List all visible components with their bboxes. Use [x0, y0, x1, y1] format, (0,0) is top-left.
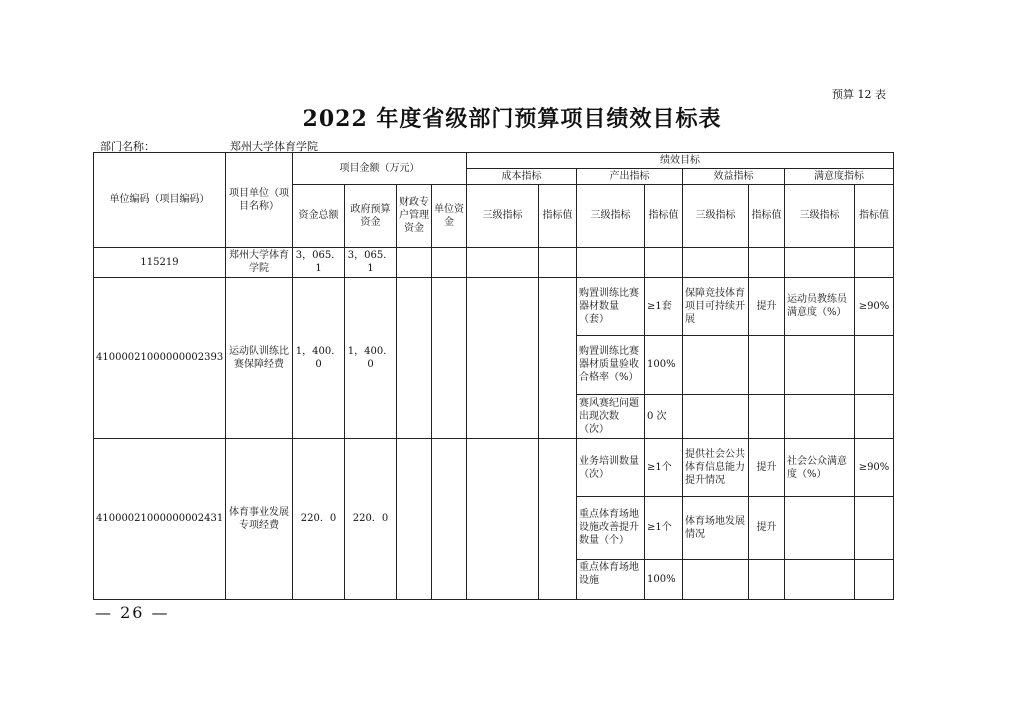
header-project-unit: 项目单位（项目名称） — [226, 153, 293, 248]
benefit-indicator: 体育场地发展情况 — [683, 497, 749, 559]
department-label: 部门名称： — [100, 140, 155, 153]
header-satisfaction-level3: 三级指标 — [785, 185, 855, 247]
project-code: 41000021000000002431 — [94, 438, 226, 599]
header-satisfaction: 满意度指标 — [785, 169, 894, 185]
project-name: 运动队训练比赛保障经费 — [226, 277, 293, 438]
output-indicator: 购置训练比赛器材质量验收合格率（%） — [577, 336, 645, 394]
output-value: ≥1个 — [645, 497, 683, 559]
satisfaction-value: ≥90% — [855, 438, 894, 496]
page-number: — 26 — — [95, 603, 170, 622]
performance-target-table — [93, 152, 894, 600]
benefit-value: 提升 — [749, 438, 785, 496]
department-name: 郑州大学体育学院 — [230, 140, 318, 153]
benefit-indicator: 保障竞技体育项目可持续开展 — [683, 277, 749, 335]
header-benefit-value: 指标值 — [749, 185, 785, 247]
header-unit-funds: 单位资金 — [432, 185, 467, 247]
header-output-level3: 三级指标 — [577, 185, 645, 247]
unit-code: 115219 — [94, 247, 226, 277]
output-value: 100% — [645, 559, 683, 599]
table-row — [94, 438, 894, 496]
header-perf-group: 绩效目标 — [467, 153, 894, 169]
table-number-label: 预算 12 表 — [832, 88, 886, 101]
header-cost-level3: 三级指标 — [467, 185, 539, 247]
header-fiscal-special: 财政专户管理资金 — [397, 185, 432, 247]
project-code: 41000021000000002393 — [94, 277, 226, 438]
header-gov-budget: 政府预算资金 — [345, 185, 397, 247]
header-unit-code: 单位编码（项目编码） — [94, 153, 226, 248]
project-gov: 1，400．0 — [345, 277, 397, 438]
output-indicator: 重点体育场地设施改善提升数量（个） — [577, 497, 645, 559]
table-row — [94, 247, 894, 277]
header-cost: 成本指标 — [467, 169, 577, 185]
header-benefit: 效益指标 — [683, 169, 785, 185]
output-value: 0 次 — [645, 394, 683, 438]
output-value: ≥1个 — [645, 438, 683, 496]
unit-gov: 3，065．1 — [345, 247, 397, 277]
header-total-funds: 资金总额 — [293, 185, 345, 247]
output-indicator: 重点体育场地设施 — [577, 559, 645, 599]
output-value: ≥1套 — [645, 277, 683, 335]
satisfaction-indicator: 社会公众满意度（%） — [785, 438, 855, 496]
output-value: 100% — [645, 336, 683, 394]
project-total: 1，400．0 — [293, 277, 345, 438]
project-gov: 220．0 — [345, 438, 397, 599]
benefit-indicator: 提供社会公共体育信息能力提升情况 — [683, 438, 749, 496]
header-amount-group: 项目金额（万元） — [293, 153, 467, 185]
satisfaction-indicator: 运动员教练员满意度（%） — [785, 277, 855, 335]
unit-name: 郑州大学体育学院 — [226, 247, 293, 277]
benefit-value: 提升 — [749, 277, 785, 335]
output-indicator: 赛风赛纪问题出现次数（次） — [577, 394, 645, 438]
unit-total: 3，065．1 — [293, 247, 345, 277]
output-indicator: 业务培训数量（次） — [577, 438, 645, 496]
benefit-value: 提升 — [749, 497, 785, 559]
table-row — [94, 277, 894, 335]
project-name: 体育事业发展专项经费 — [226, 438, 293, 599]
project-total: 220．0 — [293, 438, 345, 599]
header-output: 产出指标 — [577, 169, 683, 185]
satisfaction-value: ≥90% — [855, 277, 894, 335]
header-output-value: 指标值 — [645, 185, 683, 247]
header-cost-value: 指标值 — [539, 185, 577, 247]
output-indicator: 购置训练比赛器材数量（套） — [577, 277, 645, 335]
page-title: 2022 年度省级部门预算项目绩效目标表 — [302, 106, 722, 132]
header-satisfaction-value: 指标值 — [855, 185, 894, 247]
header-benefit-level3: 三级指标 — [683, 185, 749, 247]
